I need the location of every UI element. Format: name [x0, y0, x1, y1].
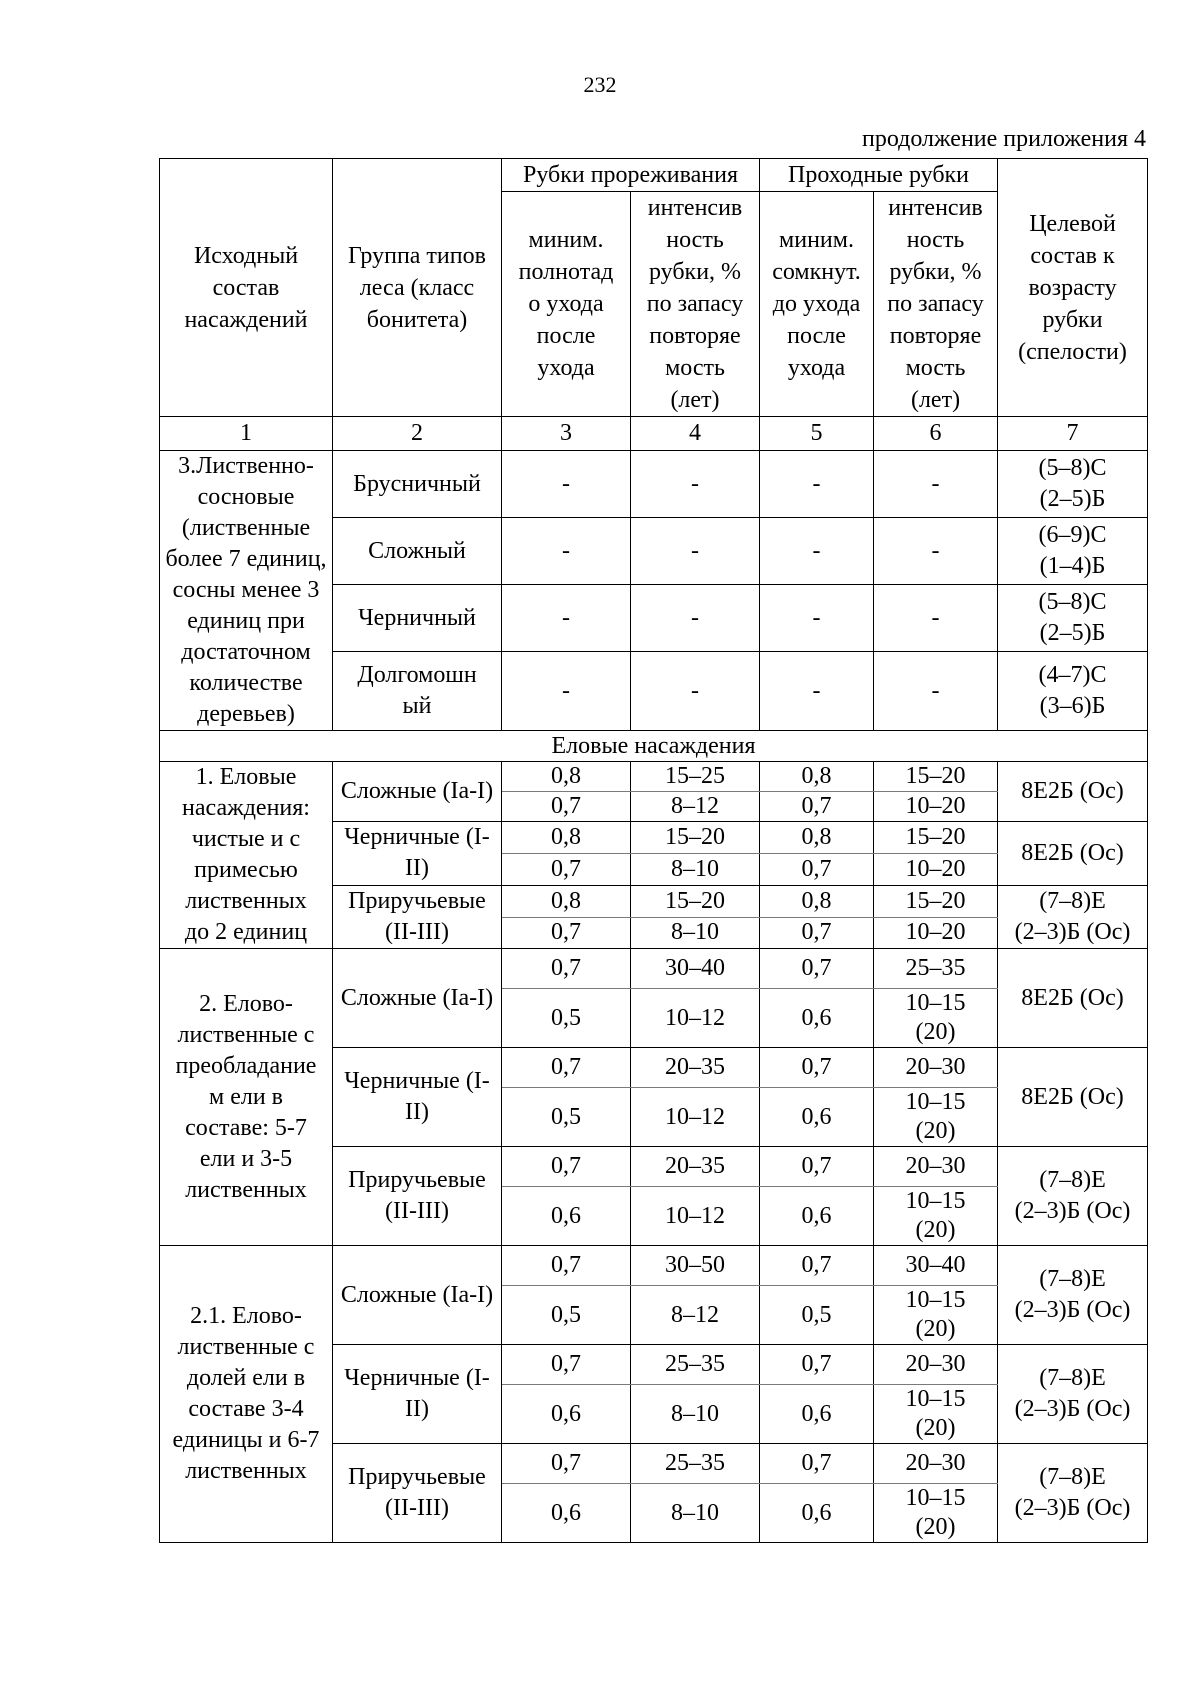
value-cell: 0,7: [502, 1345, 631, 1385]
initial-composition-cell: 3.Лиственно- сосновые (лиственные более 7 единиц, сосны менее 3 единиц при достаточном количестве деревьев): [160, 451, 333, 731]
header-initial-composition: Исходный состав насаждений: [160, 159, 333, 417]
value-cell: 15–20: [874, 822, 998, 854]
value-cell: 10–20: [874, 917, 998, 949]
value-cell: -: [874, 652, 998, 731]
value-cell: 8–12: [631, 1286, 760, 1345]
target-composition-cell: (7–8)Е (2–3)Б (Ос): [998, 885, 1148, 949]
value-cell: 0,5: [502, 1088, 631, 1147]
value-cell: 30–40: [874, 1246, 998, 1286]
forest-type-cell: Сложные (Iа-I): [333, 762, 502, 822]
initial-composition-cell: 2.1. Елово- лиственные с долей ели в составе 3-4 единицы и 6-7 лиственных: [160, 1246, 333, 1543]
value-cell: 15–20: [874, 885, 998, 917]
value-cell: 0,7: [760, 854, 874, 886]
target-composition-cell: 8Е2Б (Ос): [998, 949, 1148, 1048]
value-cell: 0,7: [502, 1246, 631, 1286]
value-cell: 20–35: [631, 1048, 760, 1088]
value-cell: 0,6: [502, 1484, 631, 1543]
value-cell: 10–15 (20): [874, 1484, 998, 1543]
continuation-note: продолжение приложения 4: [862, 126, 1146, 152]
forest-type-cell: Брусничный: [333, 451, 502, 518]
table-row: [160, 949, 1148, 989]
value-cell: 0,7: [760, 917, 874, 949]
value-cell: 0,6: [760, 1484, 874, 1543]
header-row-1: [160, 159, 1148, 192]
value-cell: 15–25: [631, 762, 760, 792]
header-passage-intensity: интенсив ность рубки, % по запасу повторяе мость (лет): [874, 192, 998, 417]
value-cell: -: [631, 585, 760, 652]
value-cell: 0,7: [502, 1147, 631, 1187]
value-cell: -: [760, 585, 874, 652]
value-cell: 30–40: [631, 949, 760, 989]
value-cell: 25–35: [631, 1444, 760, 1484]
value-cell: -: [631, 652, 760, 731]
target-composition-cell: (5–8)С (2–5)Б: [998, 585, 1148, 652]
value-cell: 10–15 (20): [874, 989, 998, 1048]
value-cell: 10–12: [631, 1187, 760, 1246]
value-cell: 0,7: [502, 854, 631, 886]
target-composition-cell: (7–8)Е (2–3)Б (Ос): [998, 1444, 1148, 1543]
forest-type-cell: Сложные (Iа-I): [333, 949, 502, 1048]
value-cell: 0,7: [502, 949, 631, 989]
column-number: 6: [874, 417, 998, 451]
value-cell: 10–20: [874, 854, 998, 886]
value-cell: -: [502, 451, 631, 518]
value-cell: -: [760, 518, 874, 585]
section-heading-row: [160, 731, 1148, 762]
value-cell: 30–50: [631, 1246, 760, 1286]
column-number: 7: [998, 417, 1148, 451]
value-cell: 25–35: [874, 949, 998, 989]
value-cell: 0,6: [760, 989, 874, 1048]
header-target-composition: Целевой состав к возрасту рубки (спелости): [998, 159, 1148, 417]
column-number-row: [160, 417, 1148, 451]
value-cell: -: [631, 518, 760, 585]
target-composition-cell: (6–9)С (1–4)Б: [998, 518, 1148, 585]
value-cell: 0,7: [502, 1048, 631, 1088]
value-cell: 0,6: [502, 1187, 631, 1246]
value-cell: 0,7: [760, 949, 874, 989]
value-cell: 0,8: [760, 885, 874, 917]
value-cell: 0,8: [502, 885, 631, 917]
value-cell: 0,5: [502, 989, 631, 1048]
column-number: 4: [631, 417, 760, 451]
forest-type-cell: Черничные (I- II): [333, 822, 502, 886]
table-row: [160, 1246, 1148, 1286]
value-cell: -: [874, 451, 998, 518]
value-cell: -: [502, 518, 631, 585]
forest-type-cell: Приручьевые (II-III): [333, 1147, 502, 1246]
value-cell: 10–15 (20): [874, 1088, 998, 1147]
target-composition-cell: (7–8)Е (2–3)Б (Ос): [998, 1147, 1148, 1246]
value-cell: 0,5: [760, 1286, 874, 1345]
target-composition-cell: (7–8)Е (2–3)Б (Ос): [998, 1246, 1148, 1345]
value-cell: -: [874, 518, 998, 585]
value-cell: 10–12: [631, 1088, 760, 1147]
forest-type-cell: Приручьевые (II-III): [333, 1444, 502, 1543]
section-heading-spruce: Еловые насаждения: [160, 731, 1148, 762]
page-number: 232: [583, 72, 617, 97]
value-cell: 15–20: [874, 762, 998, 792]
header-thinning-intensity: интенсив ность рубки, % по запасу повторяе мость (лет): [631, 192, 760, 417]
column-number: 5: [760, 417, 874, 451]
value-cell: -: [874, 585, 998, 652]
value-cell: 0,6: [760, 1088, 874, 1147]
forest-type-cell: Черничный: [333, 585, 502, 652]
value-cell: 8–10: [631, 917, 760, 949]
value-cell: 0,6: [760, 1187, 874, 1246]
value-cell: 8–10: [631, 1385, 760, 1444]
forest-type-cell: Черничные (I- II): [333, 1345, 502, 1444]
value-cell: 10–20: [874, 792, 998, 822]
column-number: 1: [160, 417, 333, 451]
value-cell: 10–15 (20): [874, 1286, 998, 1345]
forest-type-cell: Черничные (I- II): [333, 1048, 502, 1147]
forest-type-cell: Долгомошн ый: [333, 652, 502, 731]
value-cell: 8–10: [631, 1484, 760, 1543]
value-cell: 0,7: [502, 917, 631, 949]
forest-type-cell: Сложные (Iа-I): [333, 1246, 502, 1345]
value-cell: 0,5: [502, 1286, 631, 1345]
target-composition-cell: 8Е2Б (Ос): [998, 762, 1148, 822]
value-cell: 0,7: [760, 1345, 874, 1385]
value-cell: -: [760, 451, 874, 518]
value-cell: -: [502, 585, 631, 652]
value-cell: 15–20: [631, 885, 760, 917]
target-composition-cell: 8Е2Б (Ос): [998, 1048, 1148, 1147]
value-cell: 0,8: [502, 762, 631, 792]
value-cell: 8–12: [631, 792, 760, 822]
silviculture-table: [159, 158, 1148, 1543]
value-cell: 0,6: [502, 1385, 631, 1444]
value-cell: 0,7: [760, 1246, 874, 1286]
value-cell: 0,7: [760, 1147, 874, 1187]
initial-composition-cell: 2. Елово- лиственные с преобладание м ели в составе: 5-7 ели и 3-5 лиственных: [160, 949, 333, 1246]
header-passage-min-closure: миним. сомкнут. до ухода после ухода: [760, 192, 874, 417]
value-cell: 10–15 (20): [874, 1187, 998, 1246]
header-thinning-min-density: миним. полнотад о ухода после ухода: [502, 192, 631, 417]
value-cell: 0,7: [502, 792, 631, 822]
value-cell: 10–12: [631, 989, 760, 1048]
value-cell: 0,7: [502, 1444, 631, 1484]
value-cell: -: [760, 652, 874, 731]
forest-type-cell: Сложный: [333, 518, 502, 585]
value-cell: 0,8: [760, 822, 874, 854]
target-composition-cell: 8Е2Б (Ос): [998, 822, 1148, 886]
value-cell: 20–30: [874, 1444, 998, 1484]
value-cell: 0,7: [760, 792, 874, 822]
value-cell: 15–20: [631, 822, 760, 854]
value-cell: 0,8: [502, 822, 631, 854]
value-cell: 20–30: [874, 1345, 998, 1385]
target-composition-cell: (7–8)Е (2–3)Б (Ос): [998, 1345, 1148, 1444]
value-cell: 8–10: [631, 854, 760, 886]
value-cell: 10–15 (20): [874, 1385, 998, 1444]
target-composition-cell: (5–8)С (2–5)Б: [998, 451, 1148, 518]
value-cell: 0,7: [760, 1048, 874, 1088]
value-cell: 20–30: [874, 1048, 998, 1088]
table-row: [160, 762, 1148, 792]
target-composition-cell: (4–7)С (3–6)Б: [998, 652, 1148, 731]
value-cell: 20–35: [631, 1147, 760, 1187]
table-row: [160, 451, 1148, 518]
value-cell: 0,8: [760, 762, 874, 792]
value-cell: -: [502, 652, 631, 731]
forest-type-cell: Приручьевые (II-III): [333, 885, 502, 949]
value-cell: -: [631, 451, 760, 518]
value-cell: 20–30: [874, 1147, 998, 1187]
value-cell: 0,6: [760, 1385, 874, 1444]
header-passage-cutting: Проходные рубки: [760, 159, 998, 192]
value-cell: 0,7: [760, 1444, 874, 1484]
header-forest-type-group: Группа типов леса (класс бонитета): [333, 159, 502, 417]
column-number: 3: [502, 417, 631, 451]
column-number: 2: [333, 417, 502, 451]
value-cell: 25–35: [631, 1345, 760, 1385]
initial-composition-cell: 1. Еловые насаждения: чистые и с примесью лиственных до 2 единиц: [160, 762, 333, 949]
header-thinning: Рубки прореживания: [502, 159, 760, 192]
